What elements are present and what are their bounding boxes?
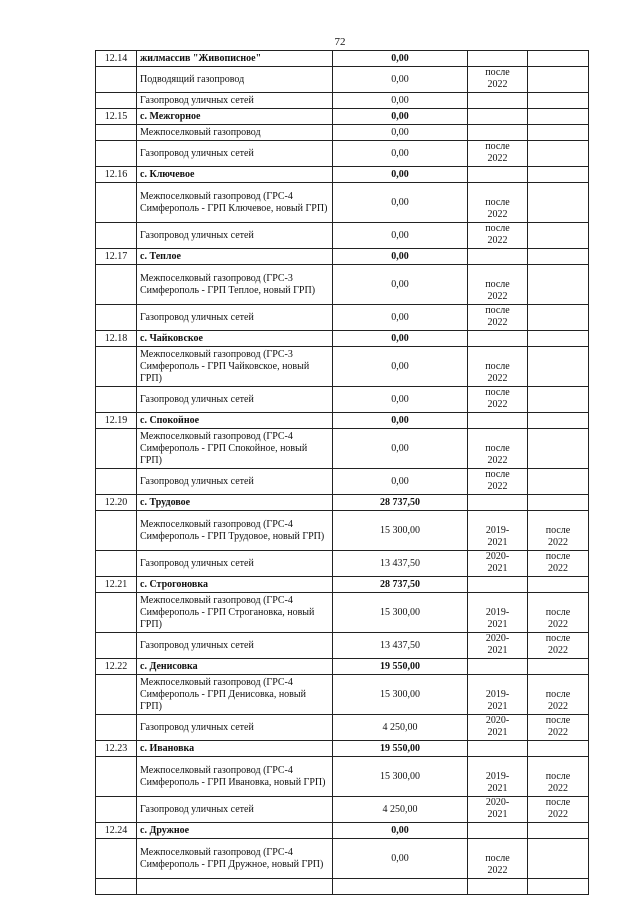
table-row: [96, 511, 589, 551]
row-name: Межпоселковый газопровод (ГРС-4 Симферополь - ГРП Спокойное, новый ГРП): [137, 429, 333, 469]
row-number: [96, 633, 137, 659]
section-row: [96, 109, 589, 125]
section-amount: 0,00: [333, 331, 468, 347]
section-name: с. Спокойное: [137, 413, 333, 429]
row-name: Межпоселковый газопровод (ГРС-4 Симферополь - ГРП Ключевое, новый ГРП): [137, 183, 333, 223]
section-amount: 0,00: [333, 51, 468, 67]
section-period-2: [528, 577, 589, 593]
section-name: жилмассив "Живописное": [137, 51, 333, 67]
section-number: 12.18: [96, 331, 137, 347]
row-period-2: [528, 93, 589, 109]
row-period-text: после 2022: [485, 387, 510, 410]
section-name: с. Межгорное: [137, 109, 333, 125]
table-row: [96, 141, 589, 167]
row-name: Подводящий газопровод: [137, 67, 333, 93]
row-period-text: после 2022: [485, 361, 510, 384]
row-amount: 0,00: [333, 305, 468, 331]
row-period: [468, 67, 528, 93]
table-row: [96, 429, 589, 469]
section-row: [96, 331, 589, 347]
section-name: с. Денисовка: [137, 659, 333, 675]
empty-cell: [468, 879, 528, 895]
section-row: [96, 167, 589, 183]
row-number: [96, 797, 137, 823]
row-period-text: 2020-2021: [485, 715, 510, 738]
row-period: [468, 797, 528, 823]
row-period: [468, 305, 528, 331]
section-row: [96, 823, 589, 839]
row-period: [468, 223, 528, 249]
row-name: Газопровод уличных сетей: [137, 715, 333, 741]
section-period-2: [528, 659, 589, 675]
section-number: 12.15: [96, 109, 137, 125]
row-name: Межпоселковый газопровод (ГРС-4 Симферополь - ГРП Ивановка, новый ГРП): [137, 757, 333, 797]
section-period-2: [528, 823, 589, 839]
row-period: [468, 93, 528, 109]
row-number: [96, 305, 137, 331]
table-row: [96, 551, 589, 577]
table-row: [96, 387, 589, 413]
row-number: [96, 183, 137, 223]
row-period-text: после 2022: [485, 279, 510, 302]
row-number: [96, 715, 137, 741]
empty-cell: [137, 879, 333, 895]
row-period-2-text: после 2022: [545, 689, 571, 712]
table-row: [96, 305, 589, 331]
row-amount: 15 300,00: [333, 757, 468, 797]
row-amount: 0,00: [333, 223, 468, 249]
section-number: 12.21: [96, 577, 137, 593]
table-row: [96, 347, 589, 387]
row-amount: 15 300,00: [333, 511, 468, 551]
row-period-2: [528, 839, 589, 879]
row-number: [96, 387, 137, 413]
row-number: [96, 593, 137, 633]
row-name: Газопровод уличных сетей: [137, 93, 333, 109]
page-number: 72: [334, 36, 346, 48]
row-name: Межпоселковый газопровод (ГРС-4 Симферополь - ГРП Денисовка, новый ГРП): [137, 675, 333, 715]
row-number: [96, 839, 137, 879]
row-number: [96, 469, 137, 495]
row-amount: 0,00: [333, 93, 468, 109]
section-number: 12.23: [96, 741, 137, 757]
section-name: с. Теплое: [137, 249, 333, 265]
row-number: [96, 511, 137, 551]
row-name: Газопровод уличных сетей: [137, 633, 333, 659]
row-number: [96, 675, 137, 715]
empty-cell: [96, 879, 137, 895]
row-period-2-text: после 2022: [545, 715, 571, 738]
section-amount: 0,00: [333, 167, 468, 183]
row-amount: 0,00: [333, 141, 468, 167]
table-row: [96, 839, 589, 879]
row-period-2: [528, 141, 589, 167]
section-amount: 0,00: [333, 823, 468, 839]
row-number: [96, 141, 137, 167]
section-row: [96, 495, 589, 511]
section-amount: 0,00: [333, 413, 468, 429]
gas-pipeline-table: [95, 50, 589, 895]
section-period-2: [528, 331, 589, 347]
row-period: [468, 715, 528, 741]
row-number: [96, 757, 137, 797]
row-period: [468, 265, 528, 305]
section-row: [96, 577, 589, 593]
row-period-2: [528, 387, 589, 413]
row-period: [468, 183, 528, 223]
table-row: [96, 757, 589, 797]
row-period-2-text: после 2022: [545, 633, 571, 656]
section-amount: 28 737,50: [333, 495, 468, 511]
row-name: Газопровод уличных сетей: [137, 305, 333, 331]
table-row: [96, 93, 589, 109]
section-period: [468, 51, 528, 67]
row-period: [468, 141, 528, 167]
row-period: [468, 675, 528, 715]
section-period-2: [528, 51, 589, 67]
row-period-text: после 2022: [485, 197, 510, 220]
row-name: Межпоселковый газопровод (ГРС-4 Симферополь - ГРП Строгановка, новый ГРП): [137, 593, 333, 633]
row-amount: 0,00: [333, 67, 468, 93]
section-period: [468, 577, 528, 593]
section-period: [468, 495, 528, 511]
table-row: [96, 125, 589, 141]
row-name: Межпоселковый газопровод (ГРС-4 Симферополь - ГРП Дружное, новый ГРП): [137, 839, 333, 879]
section-number: 12.17: [96, 249, 137, 265]
row-name: Газопровод уличных сетей: [137, 223, 333, 249]
section-name: с. Ивановка: [137, 741, 333, 757]
row-period: [468, 469, 528, 495]
row-number: [96, 223, 137, 249]
row-period-text: после 2022: [485, 223, 510, 246]
row-number: [96, 429, 137, 469]
row-period-2: [528, 633, 589, 659]
row-number: [96, 125, 137, 141]
section-name: с. Ключевое: [137, 167, 333, 183]
section-period-2: [528, 167, 589, 183]
section-number: 12.14: [96, 51, 137, 67]
section-number: 12.22: [96, 659, 137, 675]
row-period-2: [528, 469, 589, 495]
table-row: [96, 593, 589, 633]
row-name: Газопровод уличных сетей: [137, 797, 333, 823]
row-period-2: [528, 715, 589, 741]
section-amount: 19 550,00: [333, 741, 468, 757]
row-period-2-text: после 2022: [545, 607, 571, 630]
section-number: 12.24: [96, 823, 137, 839]
section-period-2: [528, 741, 589, 757]
row-name: Межпоселковый газопровод: [137, 125, 333, 141]
section-name: с. Строгоновка: [137, 577, 333, 593]
row-period-text: 2020-2021: [485, 797, 510, 820]
section-period: [468, 413, 528, 429]
section-row: [96, 413, 589, 429]
row-number: [96, 551, 137, 577]
row-name: Межпоселковый газопровод (ГРС-4 Симферополь - ГРП Трудовое, новый ГРП): [137, 511, 333, 551]
row-amount: 0,00: [333, 429, 468, 469]
row-period-text: 2019-2021: [485, 607, 510, 630]
row-period-2: [528, 67, 589, 93]
row-period-text: после 2022: [485, 853, 510, 876]
table-row: [96, 797, 589, 823]
row-name: Газопровод уличных сетей: [137, 387, 333, 413]
row-period-2: [528, 593, 589, 633]
row-amount: 15 300,00: [333, 675, 468, 715]
row-period-2: [528, 511, 589, 551]
row-period: [468, 839, 528, 879]
section-period: [468, 331, 528, 347]
row-period-text: 2019-2021: [485, 689, 510, 712]
row-period-2-text: после 2022: [545, 525, 571, 548]
row-name: Межпоселковый газопровод (ГРС-3 Симферополь - ГРП Чайковское, новый ГРП): [137, 347, 333, 387]
section-row: [96, 51, 589, 67]
row-period-2-text: после 2022: [545, 771, 571, 794]
row-number: [96, 93, 137, 109]
row-period-2: [528, 125, 589, 141]
row-amount: 4 250,00: [333, 797, 468, 823]
table-row: [96, 67, 589, 93]
row-period-2: [528, 675, 589, 715]
row-period-2: [528, 551, 589, 577]
section-amount: 0,00: [333, 249, 468, 265]
row-period-text: после 2022: [485, 305, 510, 328]
row-number: [96, 67, 137, 93]
table-row: [96, 223, 589, 249]
row-period-2-text: после 2022: [545, 797, 571, 820]
empty-cell: [333, 879, 468, 895]
row-period-2: [528, 183, 589, 223]
row-period-text: 2020-2021: [485, 551, 510, 574]
row-period-2: [528, 429, 589, 469]
row-amount: 0,00: [333, 125, 468, 141]
table-row: [96, 469, 589, 495]
section-period-2: [528, 495, 589, 511]
section-period: [468, 823, 528, 839]
table-body: [96, 51, 589, 895]
section-row: [96, 249, 589, 265]
table-row: [96, 675, 589, 715]
row-period: [468, 429, 528, 469]
row-name: Газопровод уличных сетей: [137, 141, 333, 167]
section-period-2: [528, 249, 589, 265]
section-name: с. Трудовое: [137, 495, 333, 511]
section-name: с. Дружное: [137, 823, 333, 839]
row-period-text: 2019-2021: [485, 771, 510, 794]
section-period: [468, 249, 528, 265]
row-period: [468, 757, 528, 797]
section-period-2: [528, 109, 589, 125]
table-row: [96, 633, 589, 659]
row-name: Межпоселковый газопровод (ГРС-3 Симферополь - ГРП Теплое, новый ГРП): [137, 265, 333, 305]
table-row: [96, 265, 589, 305]
row-period: [468, 551, 528, 577]
row-period-text: после 2022: [485, 141, 510, 164]
row-period-2: [528, 757, 589, 797]
row-amount: 0,00: [333, 265, 468, 305]
table-row: [96, 183, 589, 223]
row-amount: 0,00: [333, 347, 468, 387]
table-row: [96, 715, 589, 741]
row-period: [468, 347, 528, 387]
section-amount: 28 737,50: [333, 577, 468, 593]
row-period-2-text: после 2022: [545, 551, 571, 574]
row-amount: 13 437,50: [333, 633, 468, 659]
section-period: [468, 109, 528, 125]
row-amount: 0,00: [333, 469, 468, 495]
row-period-text: после 2022: [485, 443, 510, 466]
section-period: [468, 741, 528, 757]
row-period: [468, 387, 528, 413]
row-period-2: [528, 347, 589, 387]
section-amount: 0,00: [333, 109, 468, 125]
section-period: [468, 659, 528, 675]
row-number: [96, 347, 137, 387]
empty-cell: [528, 879, 589, 895]
section-amount: 19 550,00: [333, 659, 468, 675]
row-period: [468, 593, 528, 633]
row-name: Газопровод уличных сетей: [137, 469, 333, 495]
row-amount: 0,00: [333, 839, 468, 879]
row-number: [96, 265, 137, 305]
row-amount: 0,00: [333, 387, 468, 413]
section-name: с. Чайковское: [137, 331, 333, 347]
row-amount: 0,00: [333, 183, 468, 223]
row-period-2: [528, 223, 589, 249]
row-period-2: [528, 305, 589, 331]
row-period: [468, 125, 528, 141]
section-number: 12.16: [96, 167, 137, 183]
section-number: 12.20: [96, 495, 137, 511]
section-period-2: [528, 413, 589, 429]
row-period: [468, 511, 528, 551]
row-period: [468, 633, 528, 659]
row-period-text: 2020-2021: [485, 633, 510, 656]
row-amount: 15 300,00: [333, 593, 468, 633]
row-period-2: [528, 797, 589, 823]
row-amount: 13 437,50: [333, 551, 468, 577]
section-period: [468, 167, 528, 183]
section-row: [96, 659, 589, 675]
row-amount: 4 250,00: [333, 715, 468, 741]
section-row: [96, 741, 589, 757]
row-name: Газопровод уличных сетей: [137, 551, 333, 577]
empty-row: [96, 879, 589, 895]
row-period-text: после 2022: [485, 67, 510, 90]
section-number: 12.19: [96, 413, 137, 429]
row-period-2: [528, 265, 589, 305]
row-period-text: после 2022: [485, 469, 510, 492]
row-period-text: 2019-2021: [485, 525, 510, 548]
